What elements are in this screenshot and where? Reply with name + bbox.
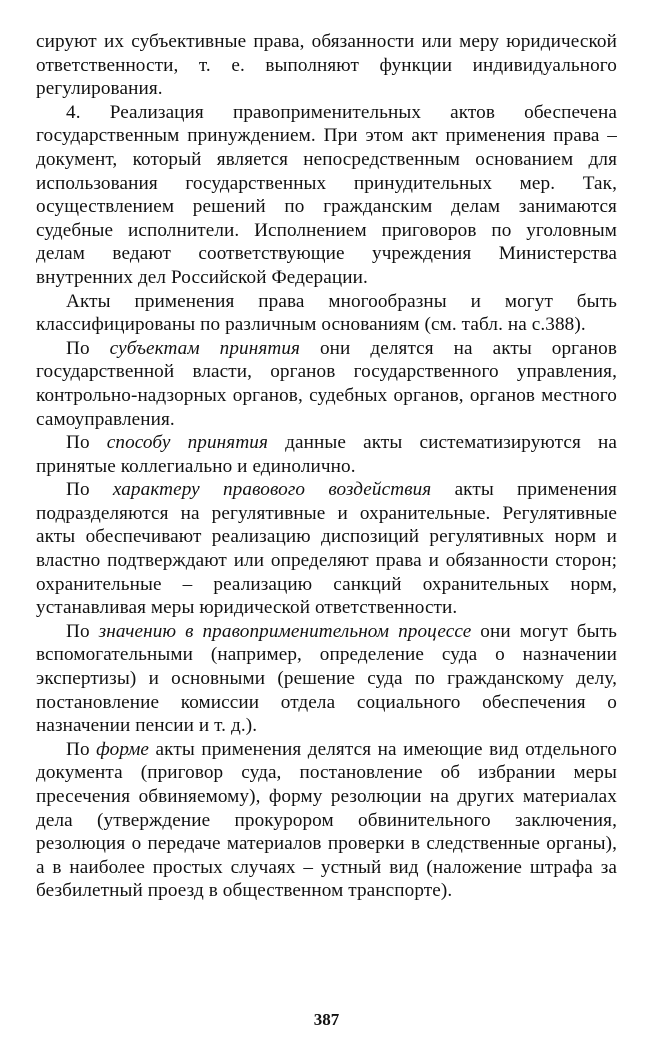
italic-term: форме [96, 738, 150, 760]
text-run: акты применения подразделяются на регулятивные и охранительные. Регулятивные акты обеспечивают реализацию диспозиций регулятивных норм и властно подтверждают или определяют права и обязанности сторон; охранительные – реализацию санкций охранительных норм, устанавливая меры юридической ответственности. [36, 479, 617, 619]
italic-term: субъектам принятия [109, 337, 301, 359]
text-run: По [66, 620, 99, 642]
italic-term: характеру правового воздействия [112, 479, 432, 501]
paragraph [36, 101, 617, 290]
paragraph [36, 337, 617, 431]
text-run: По [66, 432, 107, 454]
text-run: 4. Реализация правоприменительных актов обеспечена государственным принуждением. При этом акт применения права – документ, который является непосредственным основанием для использования государственных принудительных мер. Так, осуществлением решений по гражданским делам занимаются судебные исполнители. Исполнением приговоров по уголовным делам ведают соответствующие учреждения Министерства внутренних дел Российской Федерации. [36, 101, 617, 288]
text-run: Акты применения права многообразны и могут быть классифицированы по различным основаниям (см. табл. на с.388). [36, 290, 617, 336]
body-text [36, 30, 617, 903]
text-run: По [66, 337, 110, 359]
paragraph [36, 478, 617, 620]
paragraph [36, 30, 617, 101]
italic-term: способу принятия [106, 432, 268, 454]
text-run: сируют их субъективные права, обязанности или меру юридической ответственности, т. е. выполняют функции индивидуального регулирования. [36, 31, 617, 100]
paragraph [36, 620, 617, 738]
text-run: данные акты систематизируются на принятые коллегиально и единолично. [36, 432, 617, 477]
italic-term: значению в правоприменительном процессе [98, 620, 472, 642]
text-run: По [66, 479, 113, 501]
text-run: они могут быть вспомогательными (например, определение суда о назначении экспертизы) и основными (решение суда по гражданскому делу, постановление комиссии отдела социального обеспечения о назначении пенсии и т. д.). [36, 620, 617, 737]
page-number: 387 [313, 1010, 340, 1029]
text-run: По [66, 738, 97, 760]
paragraph [36, 290, 617, 337]
paragraph [36, 738, 617, 903]
text-run: акты применения делятся на имеющие вид отдельного документа (приговор суда, постановление об избрании меры пресечения обвиняемому), форму резолюции на других материалах дела (утверждение прокурором обвинительного заключения, резолюция о передаче материалов проверки в следственные органы), а в наиболее простых случаях – устный вид (наложение штрафа за безбилетный проезд в общественном транспорте). [36, 738, 617, 902]
text-run: они делятся на акты органов государственной власти, органов государственного управления, контрольно-надзорных органов, судебных органов, органов местного самоуправления. [36, 337, 617, 430]
paragraph [36, 431, 617, 478]
